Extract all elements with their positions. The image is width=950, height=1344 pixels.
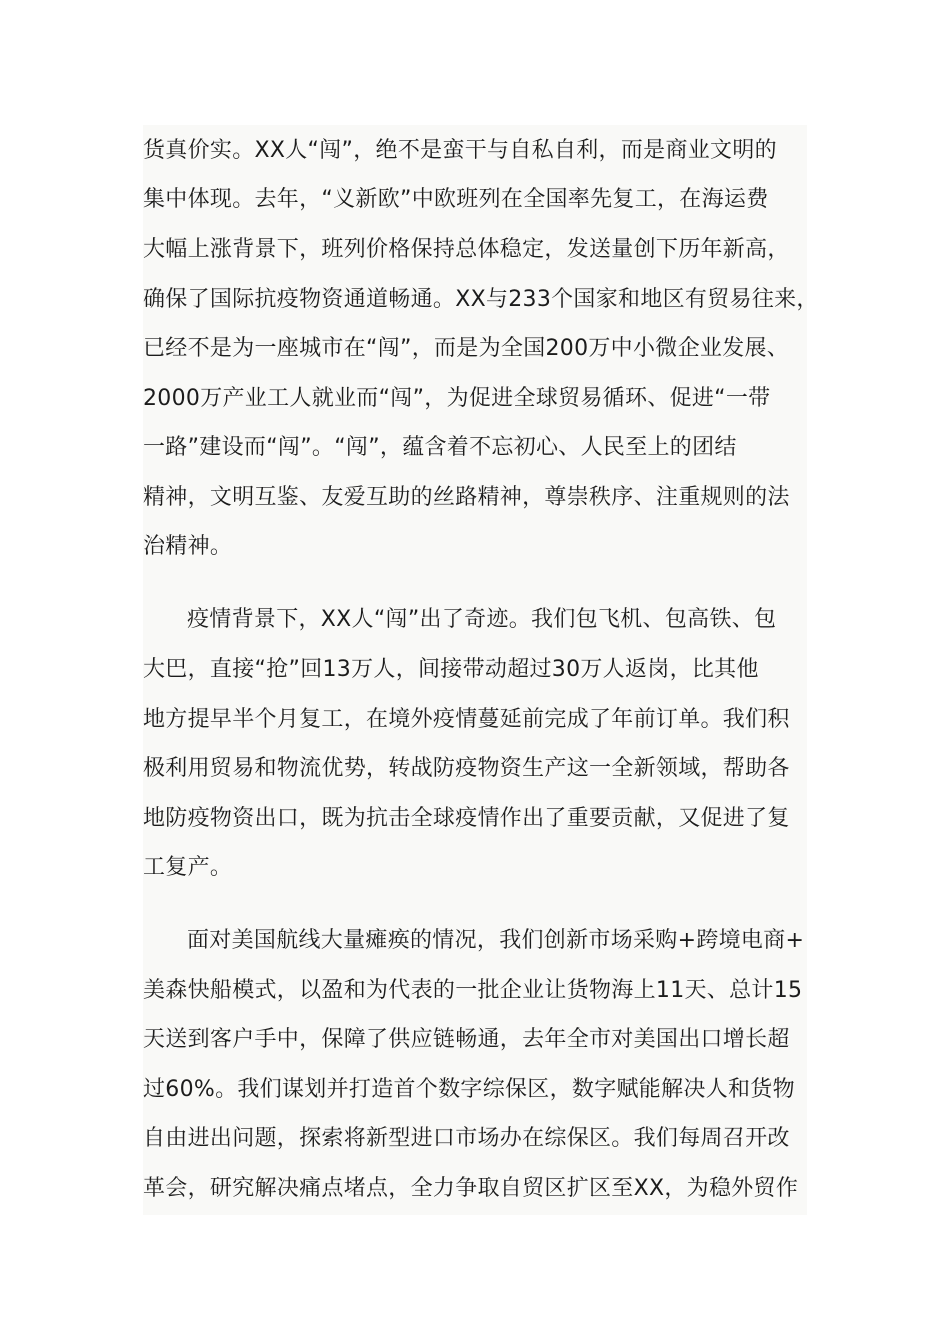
text-line: 过60%。我们谋划并打造首个数字综保区，数字赋能解决人和货物 [143, 1077, 795, 1102]
text-line: 精神，文明互鉴、友爱互助的丝路精神，尊崇秩序、注重规则的法 [143, 485, 790, 510]
text-line: 疫情背景下，XX人“闯”出了奇迹。我们包飞机、包高铁、包 [187, 607, 777, 632]
text-line: 确保了国际抗疫物资通道畅通。XX与233个国家和地区有贸易往来， [143, 287, 819, 312]
document-body [143, 125, 819, 1215]
text-line: 大巴，直接“抢”回13万人，间接带动超过30万人返岗，比其他 [143, 657, 759, 682]
text-line: 美森快船模式，以盈和为代表的一批企业让货物海上11天、总计15 [143, 978, 803, 1003]
text-line: 自由进出问题，探索将新型进口市场办在综保区。我们每周召开改 [143, 1126, 790, 1151]
text-line: 革会，研究解决痛点堵点，全力争取自贸区扩区至XX，为稳外贸作 [143, 1176, 799, 1201]
text-line: 货真价实。XX人“闯”，绝不是蛮干与自私自利，而是商业文明的 [143, 138, 777, 163]
text-line: 已经不是为一座城市在“闯”，而是为全国200万中小微企业发展、 [143, 336, 790, 361]
text-line: 治精神。 [143, 534, 233, 559]
text-line: 工复产。 [143, 855, 233, 880]
text-line: 极利用贸易和物流优势，转战防疫物资生产这一全新领域，帮助各 [143, 756, 790, 781]
text-line: 集中体现。去年，“义新欧”中欧班列在全国率先复工，在海运费 [143, 187, 769, 212]
text-line: 大幅上涨背景下，班列价格保持总体稳定，发送量创下历年新高， [143, 237, 790, 262]
text-line: 面对美国航线大量瘫痪的情况，我们创新市场采购+跨境电商+ [187, 928, 805, 953]
text-line: 地方提早半个月复工，在境外疫情蔓延前完成了年前订单。我们积 [143, 707, 790, 732]
text-line: 地防疫物资出口，既为抗击全球疫情作出了重要贡献，又促进了复 [143, 806, 790, 831]
text-line: 天送到客户手中，保障了供应链畅通，去年全市对美国出口增长超 [143, 1027, 790, 1052]
text-line: 一路”建设而“闯”。“闯”，蕴含着不忘初心、人民至上的团结 [143, 435, 737, 460]
text-line: 2000万产业工人就业而“闯”，为促进全球贸易循环、促进“一带 [143, 386, 771, 411]
